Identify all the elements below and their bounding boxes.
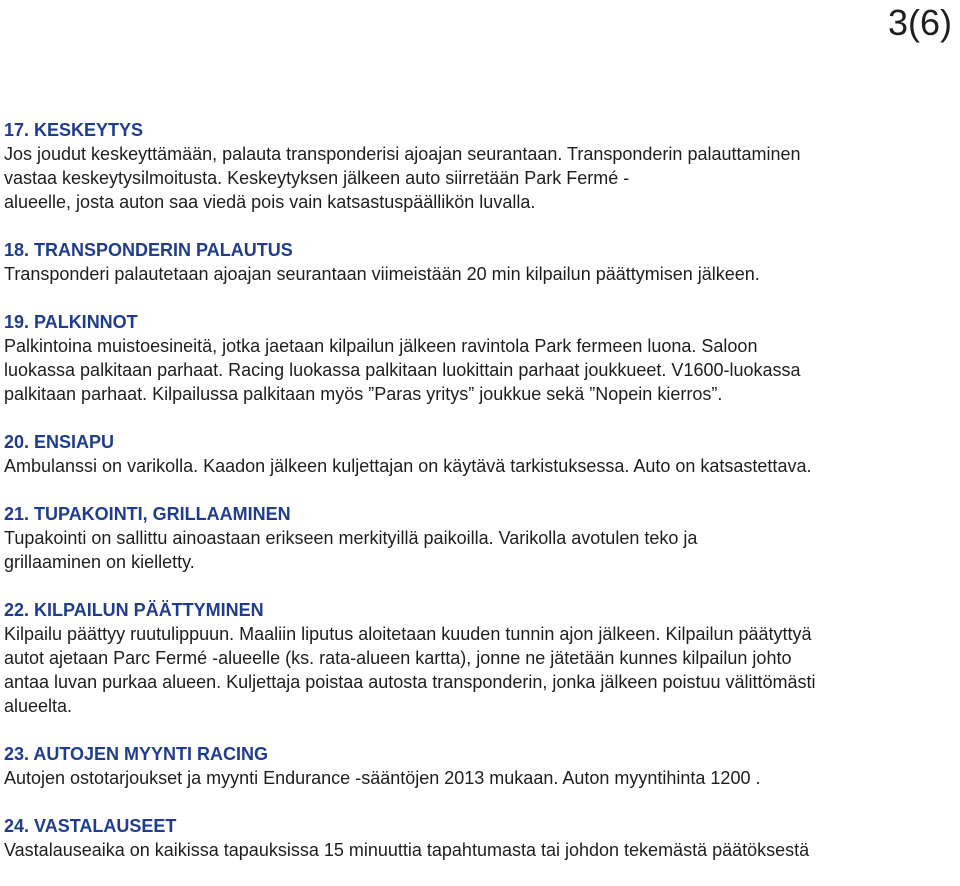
section-body: [4, 766, 954, 790]
body-line: Ambulanssi on varikolla. Kaadon jälkeen kuljettajan on käytävä tarkistuksessa. Auto on katsastettava.: [4, 456, 812, 476]
body-line: Kilpailu päättyy ruutulippuun. Maaliin liputus aloitetaan kuuden tunnin ajon jälkeen. Kilpailun päätyttyä: [4, 624, 812, 644]
section-body: [4, 142, 954, 214]
section-body: [4, 454, 954, 478]
section-title: 17. KESKEYTYS: [4, 120, 144, 140]
body-line: alueelta.: [4, 696, 73, 716]
body-line: alueelle, josta auton saa viedä pois vain katsastuspäällikön luvalla.: [4, 192, 536, 212]
section-title: 18. TRANSPONDERIN PALAUTUS: [4, 240, 293, 260]
section-body: [4, 622, 954, 718]
section: [4, 430, 954, 478]
section: [4, 118, 954, 214]
section-body: [4, 526, 954, 574]
section-title: 19. PALKINNOT: [4, 312, 138, 332]
section: [4, 502, 954, 574]
section-title: 20. ENSIAPU: [4, 432, 115, 452]
body-line: antaa luvan purkaa alueen. Kuljettaja poistaa autosta transponderin, jonka jälkeen poistuu välittömästi: [4, 672, 816, 692]
body-line: luokassa palkitaan parhaat. Racing luokassa palkitaan luokittain parhaat joukkueet. V1600-luokassa: [4, 360, 801, 380]
body-line: vastaa keskeytysilmoitusta. Keskeytyksen jälkeen auto siirretään Park Fermé -: [4, 168, 630, 188]
body-line: Tupakointi on sallittu ainoastaan erikseen merkityillä paikoilla. Varikolla avotulen teko ja: [4, 528, 698, 548]
body-line: grillaaminen on kielletty.: [4, 552, 195, 572]
section-title: 21. TUPAKOINTI, GRILLAAMINEN: [4, 504, 291, 524]
body-line: Autojen ostotarjoukset ja myynti Endurance -sääntöjen 2013 mukaan. Auton myyntihinta 1200 .: [4, 768, 761, 788]
body-line: palkitaan parhaat. Kilpailussa palkitaan myös ”Paras yritys” joukkue sekä ”Nopein kierros”.: [4, 384, 723, 404]
section-body: [4, 334, 954, 406]
body-line: Palkintoina muistoesineitä, jotka jaetaan kilpailun jälkeen ravintola Park fermeen luona. Saloon: [4, 336, 758, 356]
body-line: Jos joudut keskeyttämään, palauta transponderisi ajoajan seurantaan. Transponderin palauttaminen: [4, 144, 801, 164]
document-body: [4, 118, 954, 886]
section: [4, 238, 954, 286]
section-body: [4, 838, 954, 862]
section: [4, 742, 954, 790]
section-title: 22. KILPAILUN PÄÄTTYMINEN: [4, 600, 264, 620]
page-number: 3(6): [887, 2, 952, 43]
body-line: Vastalauseaika on kaikissa tapauksissa 15 minuuttia tapahtumasta tai johdon tekemästä päätöksestä: [4, 840, 810, 860]
section-title: 23. AUTOJEN MYYNTI RACING: [4, 744, 269, 764]
body-line: autot ajetaan Parc Fermé -alueelle (ks. rata-alueen kartta), jonne ne jätetään kunnes kilpailun johto: [4, 648, 792, 668]
section: [4, 598, 954, 718]
section: [4, 310, 954, 406]
body-line: Transponderi palautetaan ajoajan seurantaan viimeistään 20 min kilpailun päättymisen jälkeen.: [4, 264, 760, 284]
section-body: [4, 262, 954, 286]
section-title: 24. VASTALAUSEET: [4, 816, 177, 836]
